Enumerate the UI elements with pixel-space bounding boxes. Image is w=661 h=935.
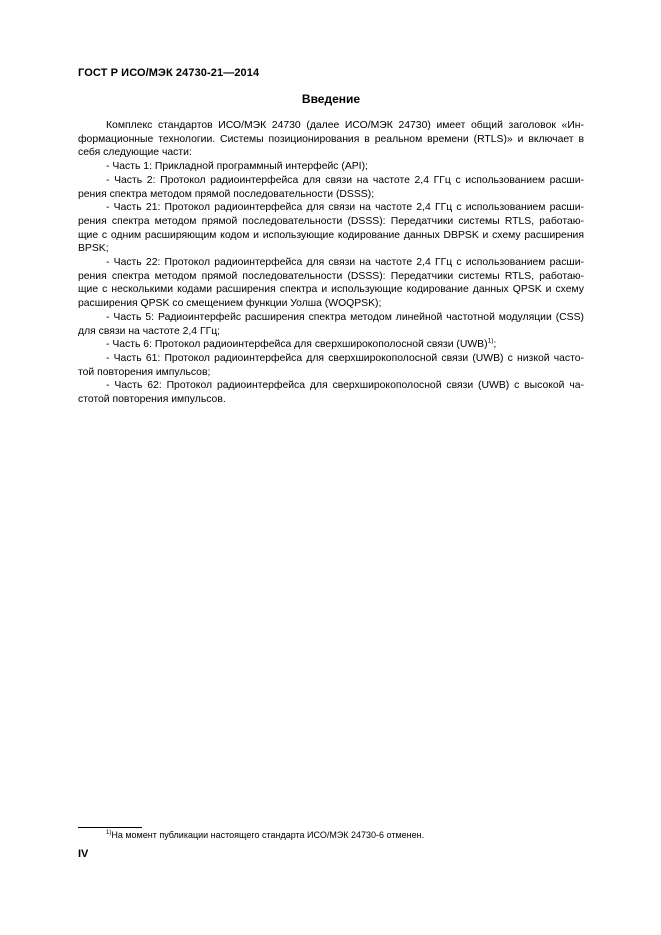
footnote-marker: 1) <box>106 830 112 836</box>
text-line: рения спектра методом прямой последовательности (DSSS); <box>78 188 375 200</box>
text-line: рения спектра методом прямой последовательности (DSSS): Передатчики системы RTLS, работаю- <box>78 270 584 282</box>
document-header: ГОСТ Р ИСО/МЭК 24730-21—2014 <box>78 67 260 79</box>
list-item-part-6 <box>78 338 584 352</box>
text-line: BPSK; <box>78 243 109 255</box>
text-line: щие с одним расширяющим кодом и использующие кодирование данных DBPSK и схему расширения <box>78 229 584 241</box>
text-fragment: - Часть 6: Протокол радиоинтерфейса для сверхширокополосной связи (UWB) <box>106 339 488 351</box>
footnote-text: На момент публикации настоящего стандарта ИСО/МЭК 24730-6 отменен. <box>111 830 425 840</box>
footnote-divider <box>78 827 142 828</box>
text-line: расширения QPSK со смещением функции Уолша (WOQPSK); <box>78 298 382 310</box>
footnote-reference: 1) <box>487 337 494 345</box>
list-item-part-1: - Часть 1: Прикладной программный интерфейс (API); <box>106 161 368 173</box>
list-item-part-22: - Часть 22: Протокол радиоинтерфейса для связи на частоте 2,4 ГГц с использованием расши- <box>106 257 584 269</box>
text-line: той повторения импульсов; <box>78 366 211 378</box>
text-line: формационные технологии. Системы позиционирования в реальном времени (RTLS)» и включает в <box>78 133 584 145</box>
list-item-part-62: - Часть 62: Протокол радиоинтерфейса для сверхширокополосной связи (UWB) с высокой ча- <box>106 380 584 392</box>
page-number: IV <box>78 848 89 860</box>
text-line: для связи на частоте 2,4 ГГц; <box>78 325 221 337</box>
section-title: Введение <box>301 92 361 106</box>
introduction-body <box>78 119 584 407</box>
list-item-part-2: - Часть 2: Протокол радиоинтерфейса для связи на частоте 2,4 ГГц с использованием расши- <box>106 174 584 186</box>
list-item-part-21: - Часть 21: Протокол радиоинтерфейса для связи на частоте 2,4 ГГц с использованием расши- <box>106 202 584 214</box>
text-line: себя следующие части: <box>78 147 192 159</box>
text-line: рения спектра методом прямой последовательности (DSSS): Передатчики системы RTLS, работаю- <box>78 215 584 227</box>
list-item-part-61: - Часть 61: Протокол радиоинтерфейса для сверхширокополосной связи (UWB) с низкой часто- <box>106 352 584 364</box>
text-line: Комплекс стандартов ИСО/МЭК 24730 (далее ИСО/МЭК 24730) имеет общий заголовок «Ин- <box>106 120 584 131</box>
list-item-part-5: - Часть 5: Радиоинтерфейс расширения спектра методом линейной частотной модуляции (CSS) <box>106 311 584 323</box>
text-line: щие с несколькими кодами расширения спектра и использующие кодирование данных QPSK и схему <box>78 284 584 296</box>
footnote <box>106 830 424 840</box>
text-line: стотой повторения импульсов. <box>78 394 226 406</box>
text-fragment: ; <box>493 339 497 351</box>
